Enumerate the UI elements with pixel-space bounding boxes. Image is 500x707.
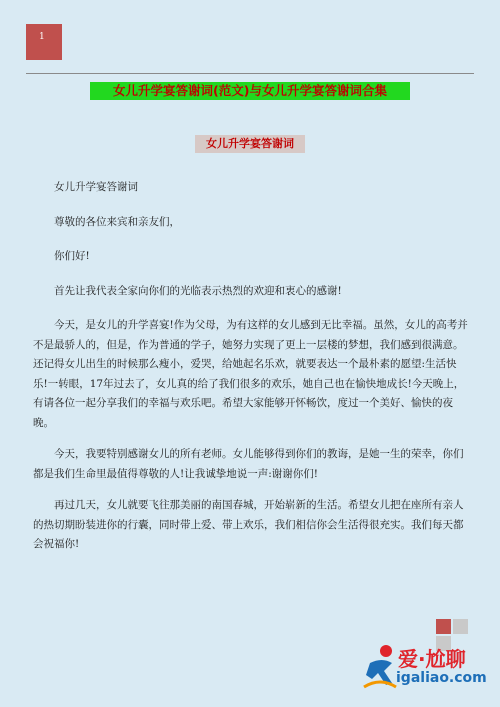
decor-square-gray: [453, 619, 468, 634]
paragraph: 今天，我要特别感谢女儿的所有老师。女儿能够得到你们的教诲，是她一生的荣幸，你们都是我们生命里最值得尊敬的人!让我诚挚地说一声:谢谢你们!: [33, 448, 464, 480]
paragraph: 女儿升学宴答谢词: [54, 181, 138, 193]
logo-text: 爱·尬聊: [398, 647, 466, 671]
page-number-badge: [26, 24, 62, 60]
paragraph: 今天，是女儿的升学喜宴!作为父母，为有这样的女儿感到无比幸福。虽然，女儿的高考并不是最骄人的，但是，作为普通的学子，她努力实现了更上一层楼的梦想，我们感到很满意。还记得女儿出生的时候那么瘦小，爱哭，给她起名乐欢，就要表达一个最朴素的愿望:生活快乐!一转眼，17年过去了，女儿真的给了我们很多的欢乐，她自己也在愉快地成长!今天晚上，有请各位一起分享我们的幸福与欢乐吧。希望大家能够开怀畅饮，度过一个美好、愉快的夜晚。: [33, 319, 468, 429]
logo-url[interactable]: igaliao.com: [396, 670, 487, 686]
page-number: 1: [39, 32, 45, 42]
paragraph: 你们好!: [54, 250, 90, 262]
document-title: 女儿升学宴答谢词(范文)与女儿升学宴答谢词合集: [90, 82, 410, 100]
paragraph: 再过几天，女儿就要飞往那美丽的南国春城，开始崭新的生活。希望女儿把在座所有亲人的热切期盼装进你的行囊，同时带上爱、带上欢乐，我们相信你会生活得很充实。我们每天都会祝福你!: [33, 499, 464, 550]
section-title: 女儿升学宴答谢词: [195, 135, 305, 153]
document-body: [33, 178, 471, 555]
header-divider: [26, 73, 474, 74]
paragraph: 首先让我代表全家向你们的光临表示热烈的欢迎和衷心的感谢!: [54, 284, 342, 297]
paragraph: 尊敬的各位来宾和亲友们，: [54, 215, 180, 228]
site-logo[interactable]: [362, 641, 494, 697]
decor-square-red: [436, 619, 451, 634]
